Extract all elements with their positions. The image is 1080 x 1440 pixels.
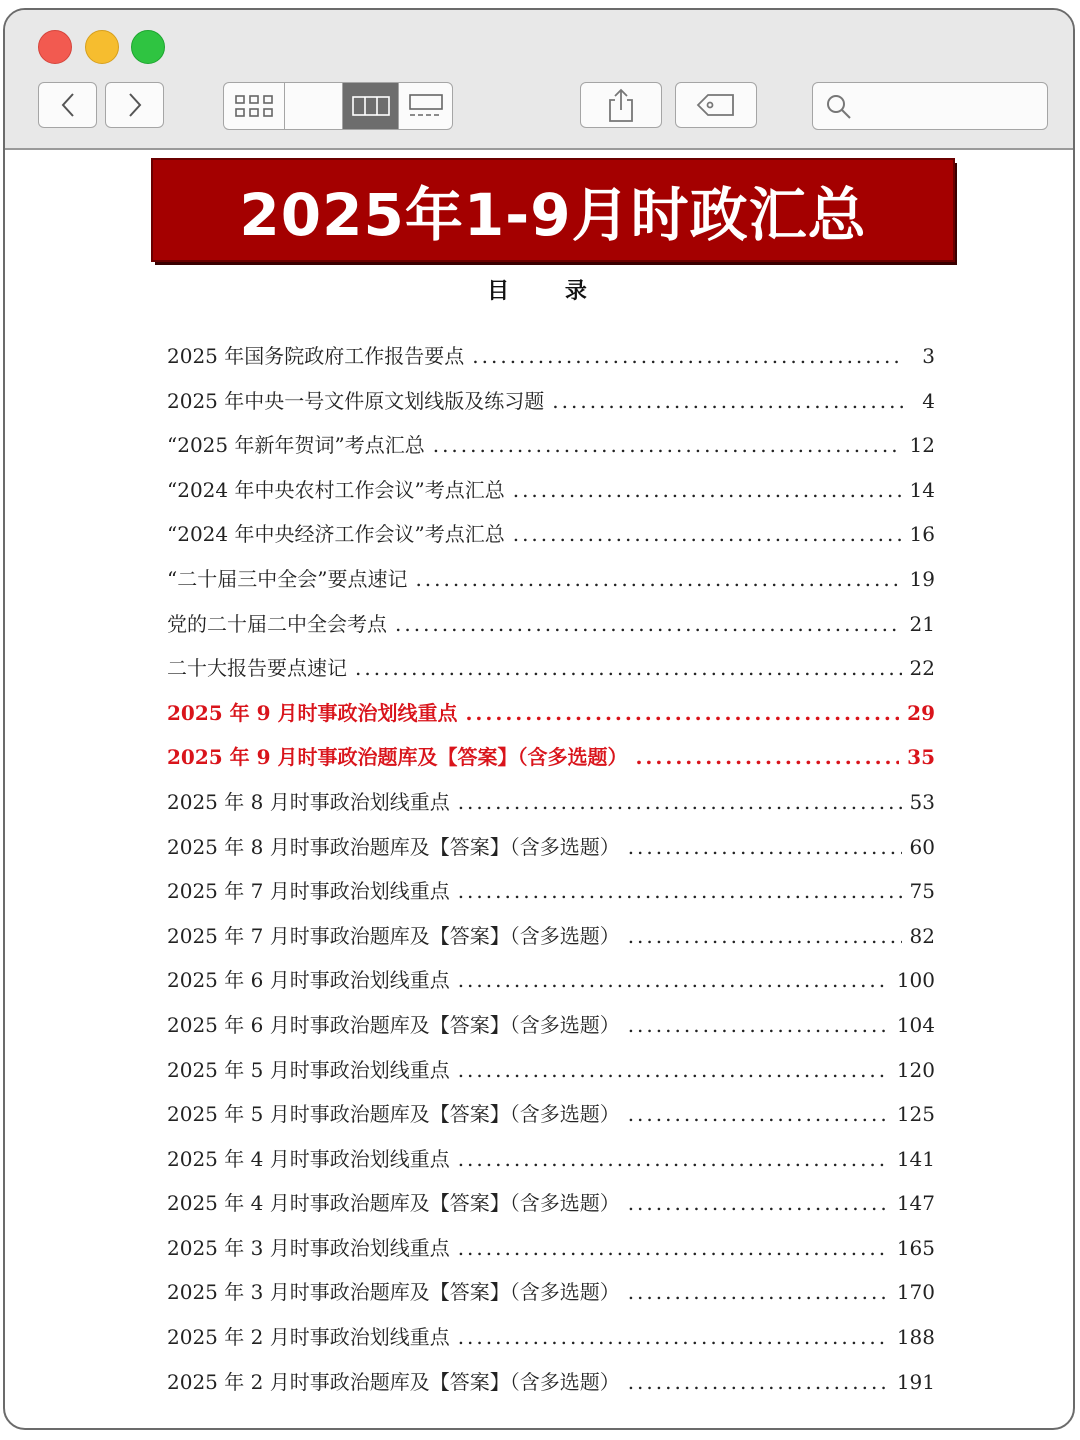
toc-entry[interactable] xyxy=(167,340,935,385)
toc-entry[interactable] xyxy=(167,1321,935,1366)
toc-leader-dots xyxy=(458,1147,889,1171)
column-view-button[interactable] xyxy=(343,83,399,129)
toc-entry-page: 191 xyxy=(896,1369,935,1394)
chevron-left-icon xyxy=(58,91,78,119)
toc-entry-page: 82 xyxy=(909,923,935,948)
minimize-window-button[interactable] xyxy=(85,30,119,64)
toc-entry-title: 2025 年 5 月时事政治题库及【答案】（含多选题） xyxy=(167,1102,620,1127)
toc-entry-title: 2025 年 2 月时事政治划线重点 xyxy=(167,1325,450,1350)
document-title-banner xyxy=(153,160,953,260)
document-title: 2025年1-9月时政汇总 xyxy=(239,181,867,249)
toc-entry-title: 2025 年 5 月时事政治划线重点 xyxy=(167,1057,450,1082)
back-button[interactable] xyxy=(38,82,97,128)
toc-entry-page: 170 xyxy=(896,1280,935,1305)
toc-entry[interactable] xyxy=(167,697,935,742)
toc-leader-dots xyxy=(628,1013,889,1037)
toc-entry[interactable] xyxy=(167,1187,935,1232)
toc-leader-dots xyxy=(628,1102,889,1126)
toc-leader-dots xyxy=(635,745,899,769)
grid-view-icon xyxy=(234,93,274,119)
toc-entry-page: 14 xyxy=(909,477,935,502)
toc-entry-title: “2024 年中央经济工作会议”考点汇总 xyxy=(167,522,505,547)
toc-entry[interactable] xyxy=(167,831,935,876)
chevron-right-icon xyxy=(125,91,145,119)
toc-entry[interactable] xyxy=(167,474,935,519)
toc-entry-title: “2024 年中央农村工作会议”考点汇总 xyxy=(167,477,505,502)
toc-leader-dots xyxy=(458,879,902,903)
gallery-view-icon xyxy=(407,93,445,119)
toc-entry-page: 16 xyxy=(909,522,935,547)
toc-leader-dots xyxy=(628,835,902,859)
toc-entry-page: 35 xyxy=(907,745,935,770)
toc-entry-page: 3 xyxy=(922,344,935,368)
toc-entry-page: 165 xyxy=(896,1235,935,1260)
toc-entry-title: 2025 年 9 月时事政治划线重点 xyxy=(167,700,458,725)
toc-heading: 目 录 xyxy=(487,279,611,304)
toc-entry-page: 104 xyxy=(896,1012,935,1037)
toc-entry[interactable] xyxy=(167,652,935,697)
toc-leader-dots xyxy=(628,1370,889,1394)
toc-leader-dots xyxy=(628,1191,889,1215)
toc-entry-page: 19 xyxy=(909,566,935,591)
toc-entry-page: 60 xyxy=(909,834,935,859)
toc-entry-title: “2025 年新年贺词”考点汇总 xyxy=(167,433,425,458)
toc-leader-dots xyxy=(355,656,902,680)
toc-leader-dots xyxy=(465,701,899,725)
search-input[interactable] xyxy=(859,91,1039,121)
toc-entry-title: 2025 年 8 月时事政治题库及【答案】（含多选题） xyxy=(167,834,620,859)
icon-view-button[interactable] xyxy=(224,83,285,129)
toc-entry[interactable] xyxy=(167,385,935,430)
toc-entry[interactable] xyxy=(167,920,935,965)
toc-entry[interactable] xyxy=(167,741,935,786)
toc-leader-dots xyxy=(415,567,901,591)
toc-leader-dots xyxy=(513,522,902,546)
toc-entry-page: 100 xyxy=(896,968,935,993)
toc-entry-title: 2025 年 6 月时事政治题库及【答案】（含多选题） xyxy=(167,1012,620,1037)
toc-entry[interactable] xyxy=(167,1366,935,1411)
toc-entry-page: 29 xyxy=(907,700,935,725)
toc-leader-dots xyxy=(552,389,903,413)
toc-leader-dots xyxy=(458,1236,889,1260)
toc-entry-page: 147 xyxy=(896,1191,935,1216)
toc-entry-title: 2025 年国务院政府工作报告要点 xyxy=(167,344,465,368)
toc-entry[interactable] xyxy=(167,429,935,474)
toc-entry[interactable] xyxy=(167,1143,935,1188)
toc-leader-dots xyxy=(395,612,902,636)
search-icon xyxy=(825,93,853,121)
toc-entry[interactable] xyxy=(167,1276,935,1321)
toc-entry-page: 141 xyxy=(896,1146,935,1171)
table-of-contents xyxy=(167,340,935,1410)
toc-leader-dots xyxy=(458,1058,889,1082)
toc-leader-dots xyxy=(458,790,902,814)
toc-entry-title: “二十届三中全会”要点速记 xyxy=(167,566,408,591)
toc-entry-page: 75 xyxy=(909,879,935,904)
toc-entry-title: 2025 年 3 月时事政治题库及【答案】（含多选题） xyxy=(167,1280,620,1305)
toc-entry-title: 二十大报告要点速记 xyxy=(167,656,347,681)
list-view-button[interactable] xyxy=(285,83,343,129)
zoom-window-button[interactable] xyxy=(131,30,165,64)
toc-entry-title: 党的二十届二中全会考点 xyxy=(167,611,387,636)
toc-entry-title: 2025 年 8 月时事政治划线重点 xyxy=(167,789,450,814)
toc-entry[interactable] xyxy=(167,1232,935,1277)
toc-entry-title: 2025 年 9 月时事政治题库及【答案】（含多选题） xyxy=(167,745,628,770)
toc-entry[interactable] xyxy=(167,786,935,831)
toc-entry-page: 4 xyxy=(922,388,935,413)
toc-entry-title: 2025 年中央一号文件原文划线版及练习题 xyxy=(167,388,545,413)
toc-leader-dots xyxy=(433,433,902,457)
toc-entry-title: 2025 年 7 月时事政治划线重点 xyxy=(167,879,450,904)
view-mode-selector xyxy=(223,82,453,130)
toc-entry[interactable] xyxy=(167,1098,935,1143)
tag-icon xyxy=(696,92,736,118)
toc-entry-page: 125 xyxy=(896,1102,935,1127)
share-icon xyxy=(606,87,636,123)
window-toolbar xyxy=(5,10,1073,150)
toc-leader-dots xyxy=(472,344,903,368)
gallery-view-button[interactable] xyxy=(399,83,452,129)
toc-entry[interactable] xyxy=(167,1054,935,1099)
toc-entry[interactable] xyxy=(167,964,935,1009)
toc-entry[interactable] xyxy=(167,518,935,563)
toc-entry-page: 22 xyxy=(909,656,935,681)
search-field[interactable] xyxy=(812,82,1048,130)
toc-entry-title: 2025 年 7 月时事政治题库及【答案】（含多选题） xyxy=(167,923,620,948)
toc-leader-dots xyxy=(628,924,902,948)
toc-entry-page: 21 xyxy=(909,611,935,636)
share-button[interactable] xyxy=(580,82,662,128)
toc-leader-dots xyxy=(628,1280,889,1304)
forward-button[interactable] xyxy=(105,82,164,128)
toc-entry[interactable] xyxy=(167,608,935,653)
toc-entry-title: 2025 年 3 月时事政治划线重点 xyxy=(167,1235,450,1260)
close-window-button[interactable] xyxy=(38,30,72,64)
toc-entry-title: 2025 年 2 月时事政治题库及【答案】（含多选题） xyxy=(167,1369,620,1394)
tags-button[interactable] xyxy=(675,82,757,128)
toc-leader-dots xyxy=(458,1325,889,1349)
toc-leader-dots xyxy=(513,478,902,502)
column-view-icon xyxy=(352,95,390,117)
toc-leader-dots xyxy=(458,968,889,992)
toc-entry-page: 188 xyxy=(896,1325,935,1350)
toc-entry-title: 2025 年 4 月时事政治题库及【答案】（含多选题） xyxy=(167,1191,620,1216)
toc-entry-title: 2025 年 6 月时事政治划线重点 xyxy=(167,968,450,993)
toc-entry[interactable] xyxy=(167,1009,935,1054)
toc-entry-page: 53 xyxy=(909,789,935,814)
toc-entry-title: 2025 年 4 月时事政治划线重点 xyxy=(167,1146,450,1171)
toc-entry[interactable] xyxy=(167,875,935,920)
finder-window xyxy=(3,8,1075,1430)
toc-entry[interactable] xyxy=(167,563,935,608)
toc-entry-page: 12 xyxy=(909,433,935,458)
toc-entry-page: 120 xyxy=(896,1057,935,1082)
